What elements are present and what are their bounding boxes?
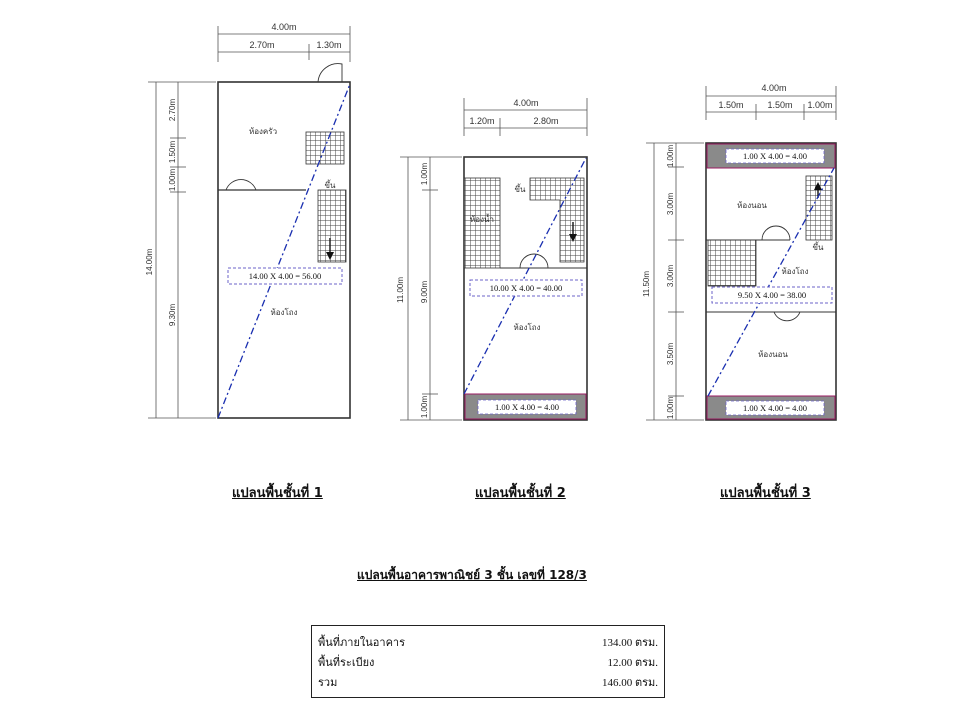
area-row-label: พื้นที่ระเบียง (318, 656, 375, 669)
plan2-title: แปลนพื้นชั้นที่ 2 (475, 486, 566, 501)
plan-3 (642, 83, 836, 420)
plan3-door-swing-2 (774, 312, 800, 321)
plan3-room-hall: ห้องโถง (781, 267, 809, 276)
plan2-area-label: 10.00 X 4.00 = 40.00 (489, 283, 563, 293)
area-row-interior (318, 633, 658, 653)
plan-1 (145, 22, 350, 418)
area-row-balcony (318, 653, 658, 673)
plan1-room-kitchen: ห้องครัว (248, 127, 278, 136)
plan-2 (396, 98, 587, 420)
plan2-dim-h3: 1.00m (420, 395, 429, 419)
plan3-dim-width: 4.00m (761, 83, 787, 93)
plan1-dim-h4: 9.30m (168, 303, 177, 327)
plan1-dim-w2: 1.30m (316, 40, 342, 50)
area-row-value: 134.00 ตรม. (601, 637, 658, 649)
plan1-area-label: 14.00 X 4.00 = 56.00 (248, 271, 322, 281)
plan2-left-dimensions (400, 157, 462, 420)
plan3-dim-h2: 3.00m (666, 192, 675, 216)
plan1-dim-w1: 2.70m (249, 40, 275, 50)
plan1-title: แปลนพื้นชั้นที่ 1 (232, 486, 323, 501)
plan1-dim-h2: 1.50m (168, 140, 177, 164)
plan1-dim-h1: 2.70m (168, 98, 177, 122)
plan3-left-dimensions (646, 143, 704, 420)
plan3-dim-h5: 1.00m (666, 396, 675, 420)
plan2-dim-width: 4.00m (513, 98, 539, 108)
plan2-dim-w1: 1.20m (469, 116, 495, 126)
plan1-room-main: ห้องโถง (270, 308, 298, 317)
plan1-room-up: ขึ้น (324, 181, 336, 190)
area-row-value: 146.00 ตรม. (601, 677, 658, 689)
plan3-bath (708, 240, 756, 286)
plan3-bottom-label: 1.00 X 4.00 = 4.00 (742, 403, 808, 413)
plan3-room-bed1: ห้องนอน (737, 201, 767, 210)
plan1-dim-h3: 1.00m (168, 168, 177, 192)
plan1-door-swing (226, 180, 256, 190)
plan1-stair-lower (318, 190, 346, 262)
plan3-dim-total-h: 11.50m (642, 270, 651, 298)
plan3-dim-h1: 1.00m (666, 144, 675, 168)
plan3-dim-h3: 3.00m (666, 264, 675, 288)
plan2-room-main: ห้องโถง (513, 323, 541, 332)
plan3-dim-w3: 1.00m (807, 100, 833, 110)
plan1-dim-total-h: 14.00m (145, 248, 154, 276)
plan2-stair (530, 178, 584, 262)
plan2-balcony-label: 1.00 X 4.00 = 4.00 (494, 402, 560, 412)
plan3-room-up: ขึ้น (812, 243, 824, 252)
plan2-dim-h2: 9.00m (420, 280, 429, 304)
plan2-dim-w2: 2.80m (533, 116, 559, 126)
plan2-dim-h1: 1.00m (420, 162, 429, 186)
plan3-room-bed2: ห้องนอน (758, 350, 788, 359)
area-summary-table (311, 625, 665, 698)
plan2-dim-total-h: 11.00m (396, 276, 405, 304)
plan3-area-label: 9.50 X 4.00 = 38.00 (737, 290, 807, 300)
plan1-entry-door (318, 64, 342, 82)
plan2-room-bath: ห้องน้ำ (470, 215, 494, 224)
plan1-dim-width: 4.00m (271, 22, 297, 32)
plan2-room-up: ขึ้น (514, 185, 526, 194)
plan3-door-swing-1 (762, 226, 790, 240)
plan3-dim-h4: 3.50m (666, 342, 675, 366)
area-row-label: รวม (318, 676, 338, 689)
area-row-label: พื้นที่ภายในอาคาร (318, 636, 406, 649)
area-row-total (318, 673, 658, 693)
plan3-dim-w2: 1.50m (767, 100, 793, 110)
main-title: แปลนพื้นอาคารพาณิชย์ 3 ชั้น เลขที่ 128/3 (357, 568, 587, 582)
plan3-top-label: 1.00 X 4.00 = 4.00 (742, 151, 808, 161)
plan1-left-dimensions (148, 82, 216, 418)
plan3-dim-w1: 1.50m (718, 100, 744, 110)
area-row-value: 12.00 ตรม. (607, 657, 658, 669)
plan2-door-swing (520, 254, 548, 268)
plan3-title: แปลนพื้นชั้นที่ 3 (720, 486, 811, 501)
